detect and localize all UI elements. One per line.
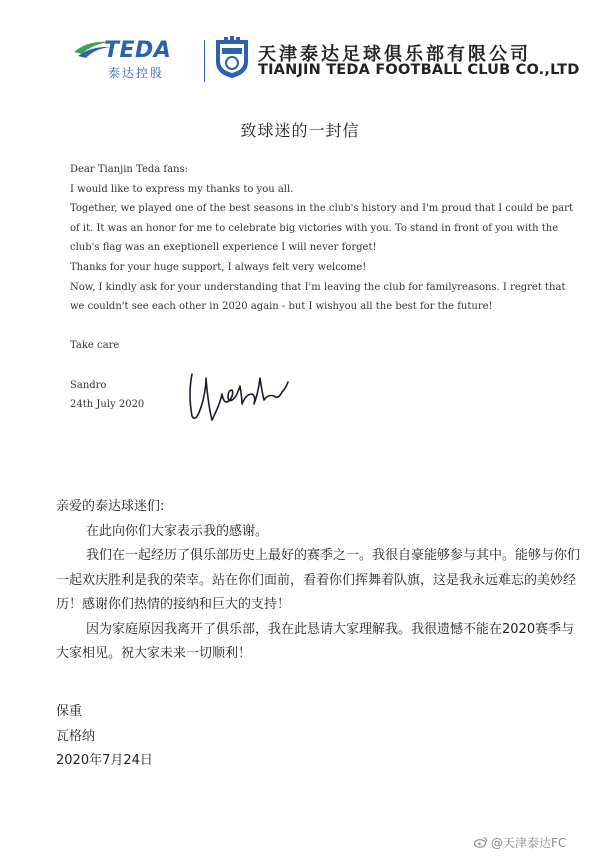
letter-title: 致球迷的一封信 <box>240 121 360 140</box>
english-closing: Take care <box>70 340 120 352</box>
chinese-closing: 保重 <box>56 704 83 719</box>
letterhead <box>0 0 600 100</box>
chinese-paragraph-3: 因为家庭原因我离开了俱乐部，我在此恳请大家理解我。我很遗憾不能在2020赛季与大家相见。祝大家未来一切顺利！ <box>56 621 575 661</box>
club-name-en: TIANJIN TEDA FOOTBALL CLUB CO.,LTD <box>258 62 580 78</box>
english-line-4: Now, I kindly ask for your understanding that I'm leaving the club for familyreasons. I regret that we couldn't see each other in 2020 again - but I wishyou all the best for the future! <box>70 281 566 313</box>
weibo-watermark <box>474 834 566 851</box>
english-line-1: I would like to express my thanks to you all. <box>70 183 294 195</box>
english-letter <box>70 160 580 415</box>
chinese-paragraph-1: 在此向你们大家表示我的感谢。 <box>86 523 269 539</box>
teda-logo-cn: 泰达控股 <box>108 66 165 80</box>
watermark-text: @天津泰达FC <box>491 836 567 850</box>
teda-logo-text: TEDA <box>104 38 172 63</box>
header-divider <box>204 40 205 82</box>
chinese-paragraph-2: 我们在一起经历了俱乐部历史上最好的赛季之一。我很自豪能够参与其中。能够与你们一起欢庆胜利是我的荣幸。站在你们面前，看着你们挥舞着队旗，这是我永远难忘的美妙经历！感谢你们热情的接纳和巨大的支持！ <box>56 548 581 612</box>
chinese-signoff <box>56 700 586 774</box>
weibo-icon <box>474 836 488 848</box>
chinese-letter <box>56 495 586 667</box>
english-greeting: Dear Tianjin Teda fans: <box>70 164 189 175</box>
handwritten-signature <box>184 364 294 434</box>
chinese-greeting: 亲爱的泰达球迷们: <box>56 499 165 514</box>
chinese-name: 瓦格纳 <box>56 728 96 744</box>
english-name: Sandro <box>70 379 107 391</box>
club-name-cn: 天津泰达足球俱乐部有限公司 <box>258 44 531 65</box>
english-line-3: Thanks for your huge support, I always felt very welcome! <box>70 261 367 273</box>
chinese-date: 2020年7月24日 <box>56 753 153 768</box>
club-crest-icon <box>212 36 252 80</box>
english-date: 24th July 2020 <box>70 399 145 411</box>
english-line-2: Together, we played one of the best seasons in the club's history and I'm proud that I could be part of it. It was an honor for me to celebrate big victories with you. To stand in front of you with the club's flag was an exeptionell experience I will never forget! <box>70 203 573 254</box>
